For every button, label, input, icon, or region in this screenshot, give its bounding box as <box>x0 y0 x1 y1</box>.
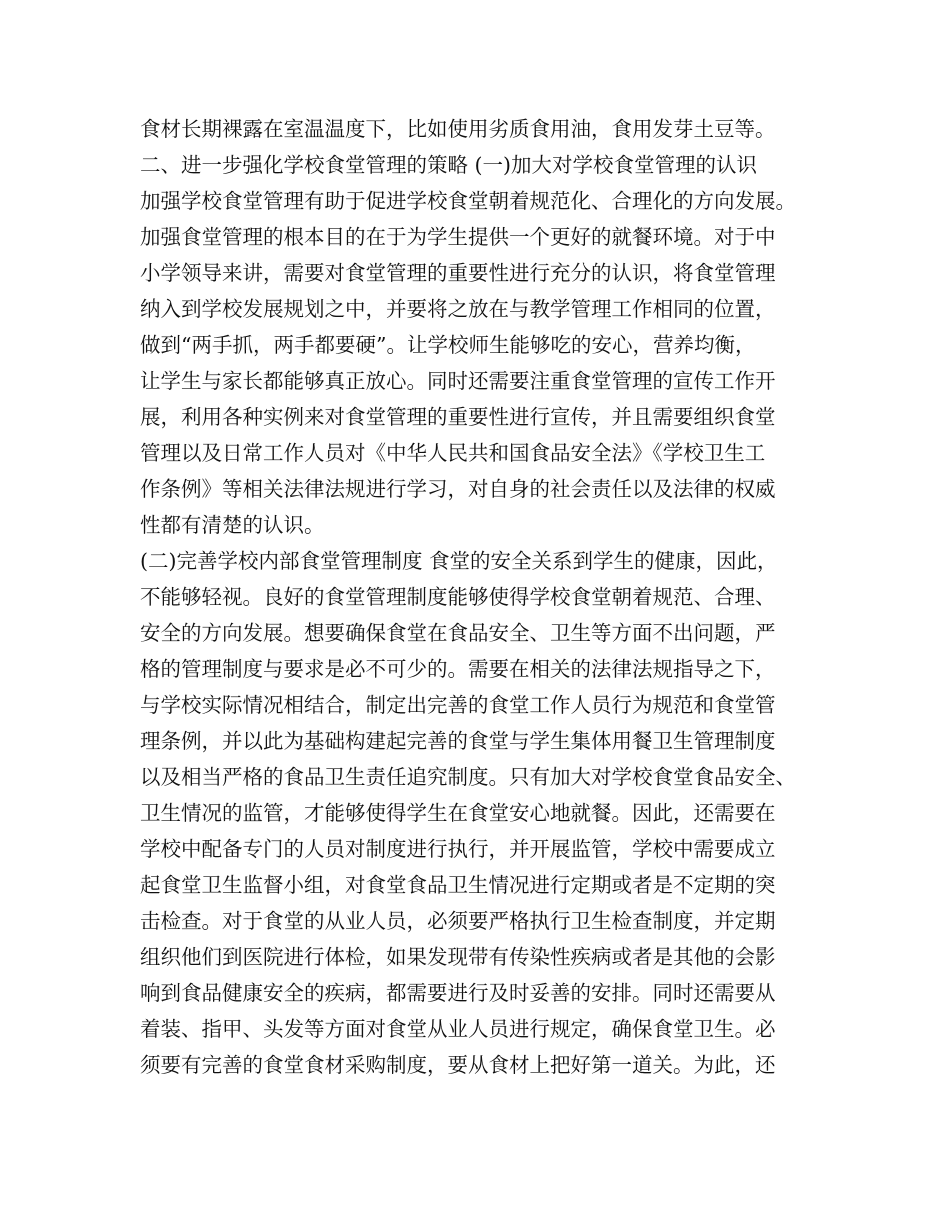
text-line: 管理以及日常工作人员对《中华人民共和国食品安全法》《学校卫生工 <box>140 441 766 465</box>
text-line: 加强食堂管理的根本目的在于为学生提供一个更好的就餐环境。对于中 <box>140 225 776 249</box>
text-line: 着装、指甲、头发等方面对食堂从业人员进行规定，确保食堂卫生。必 <box>140 1017 776 1041</box>
text-line: 学校中配备专门的人员对制度进行执行，并开展监管，学校中需要成立 <box>140 837 776 861</box>
section-heading-line: 二、进一步强化学校食堂管理的策略 (一)加大对学校食堂管理的认识 <box>140 153 758 177</box>
text-line: 小学领导来讲，需要对食堂管理的重要性进行充分的认识，将食堂管理 <box>140 261 776 285</box>
text-line: 不能够轻视。良好的食堂管理制度能够使得学校食堂朝着规范、合理、 <box>140 585 776 609</box>
body-text <box>140 111 840 1083</box>
text-line: 让学生与家长都能够真正放心。同时还需要注重食堂管理的宣传工作开 <box>140 369 776 393</box>
text-line: 以及相当严格的食品卫生责任追究制度。只有加大对学校食堂食品安全、 <box>140 765 796 789</box>
text-line: 纳入到学校发展规划之中，并要将之放在与教学管理工作相同的位置， <box>140 297 776 321</box>
text-line: 卫生情况的监管，才能够使得学生在食堂安心地就餐。因此，还需要在 <box>140 801 776 825</box>
text-line: 加强学校食堂管理有助于促进学校食堂朝着规范化、合理化的方向发展。 <box>140 189 796 213</box>
subsection-heading-line: (二)完善学校内部食堂管理制度 食堂的安全关系到学生的健康，因此， <box>140 549 778 573</box>
text-line: 与学校实际情况相结合，制定出完善的食堂工作人员行为规范和食堂管 <box>140 693 776 717</box>
text-line: 做到“两手抓，两手都要硬”。让学校师生能够吃的安心，营养均衡， <box>140 333 756 357</box>
text-line: 作条例》等相关法律法规进行学习，对自身的社会责任以及法律的权威 <box>140 477 776 501</box>
text-line: 组织他们到医院进行体检，如果发现带有传染性疾病或者是其他的会影 <box>140 945 776 969</box>
text-line: 格的管理制度与要求是必不可少的。需要在相关的法律法规指导之下， <box>140 657 776 681</box>
text-line: 安全的方向发展。想要确保食堂在食品安全、卫生等方面不出问题，严 <box>140 621 776 645</box>
text-line: 理条例，并以此为基础构建起完善的食堂与学生集体用餐卫生管理制度 <box>140 729 776 753</box>
text-line: 须要有完善的食堂食材采购制度，要从食材上把好第一道关。为此，还 <box>140 1053 776 1077</box>
text-line: 展，利用各种实例来对食堂管理的重要性进行宣传，并且需要组织食堂 <box>140 405 776 429</box>
text-line: 食材长期裸露在室温温度下，比如使用劣质食用油，食用发芽土豆等。 <box>140 117 776 141</box>
text-line: 起食堂卫生监督小组，对食堂食品卫生情况进行定期或者是不定期的突 <box>140 873 776 897</box>
text-line: 性都有清楚的认识。 <box>140 513 325 537</box>
text-line: 响到食品健康安全的疾病，都需要进行及时妥善的安排。同时还需要从 <box>140 981 776 1005</box>
text-line: 击检查。对于食堂的从业人员，必须要严格执行卫生检查制度，并定期 <box>140 909 776 933</box>
